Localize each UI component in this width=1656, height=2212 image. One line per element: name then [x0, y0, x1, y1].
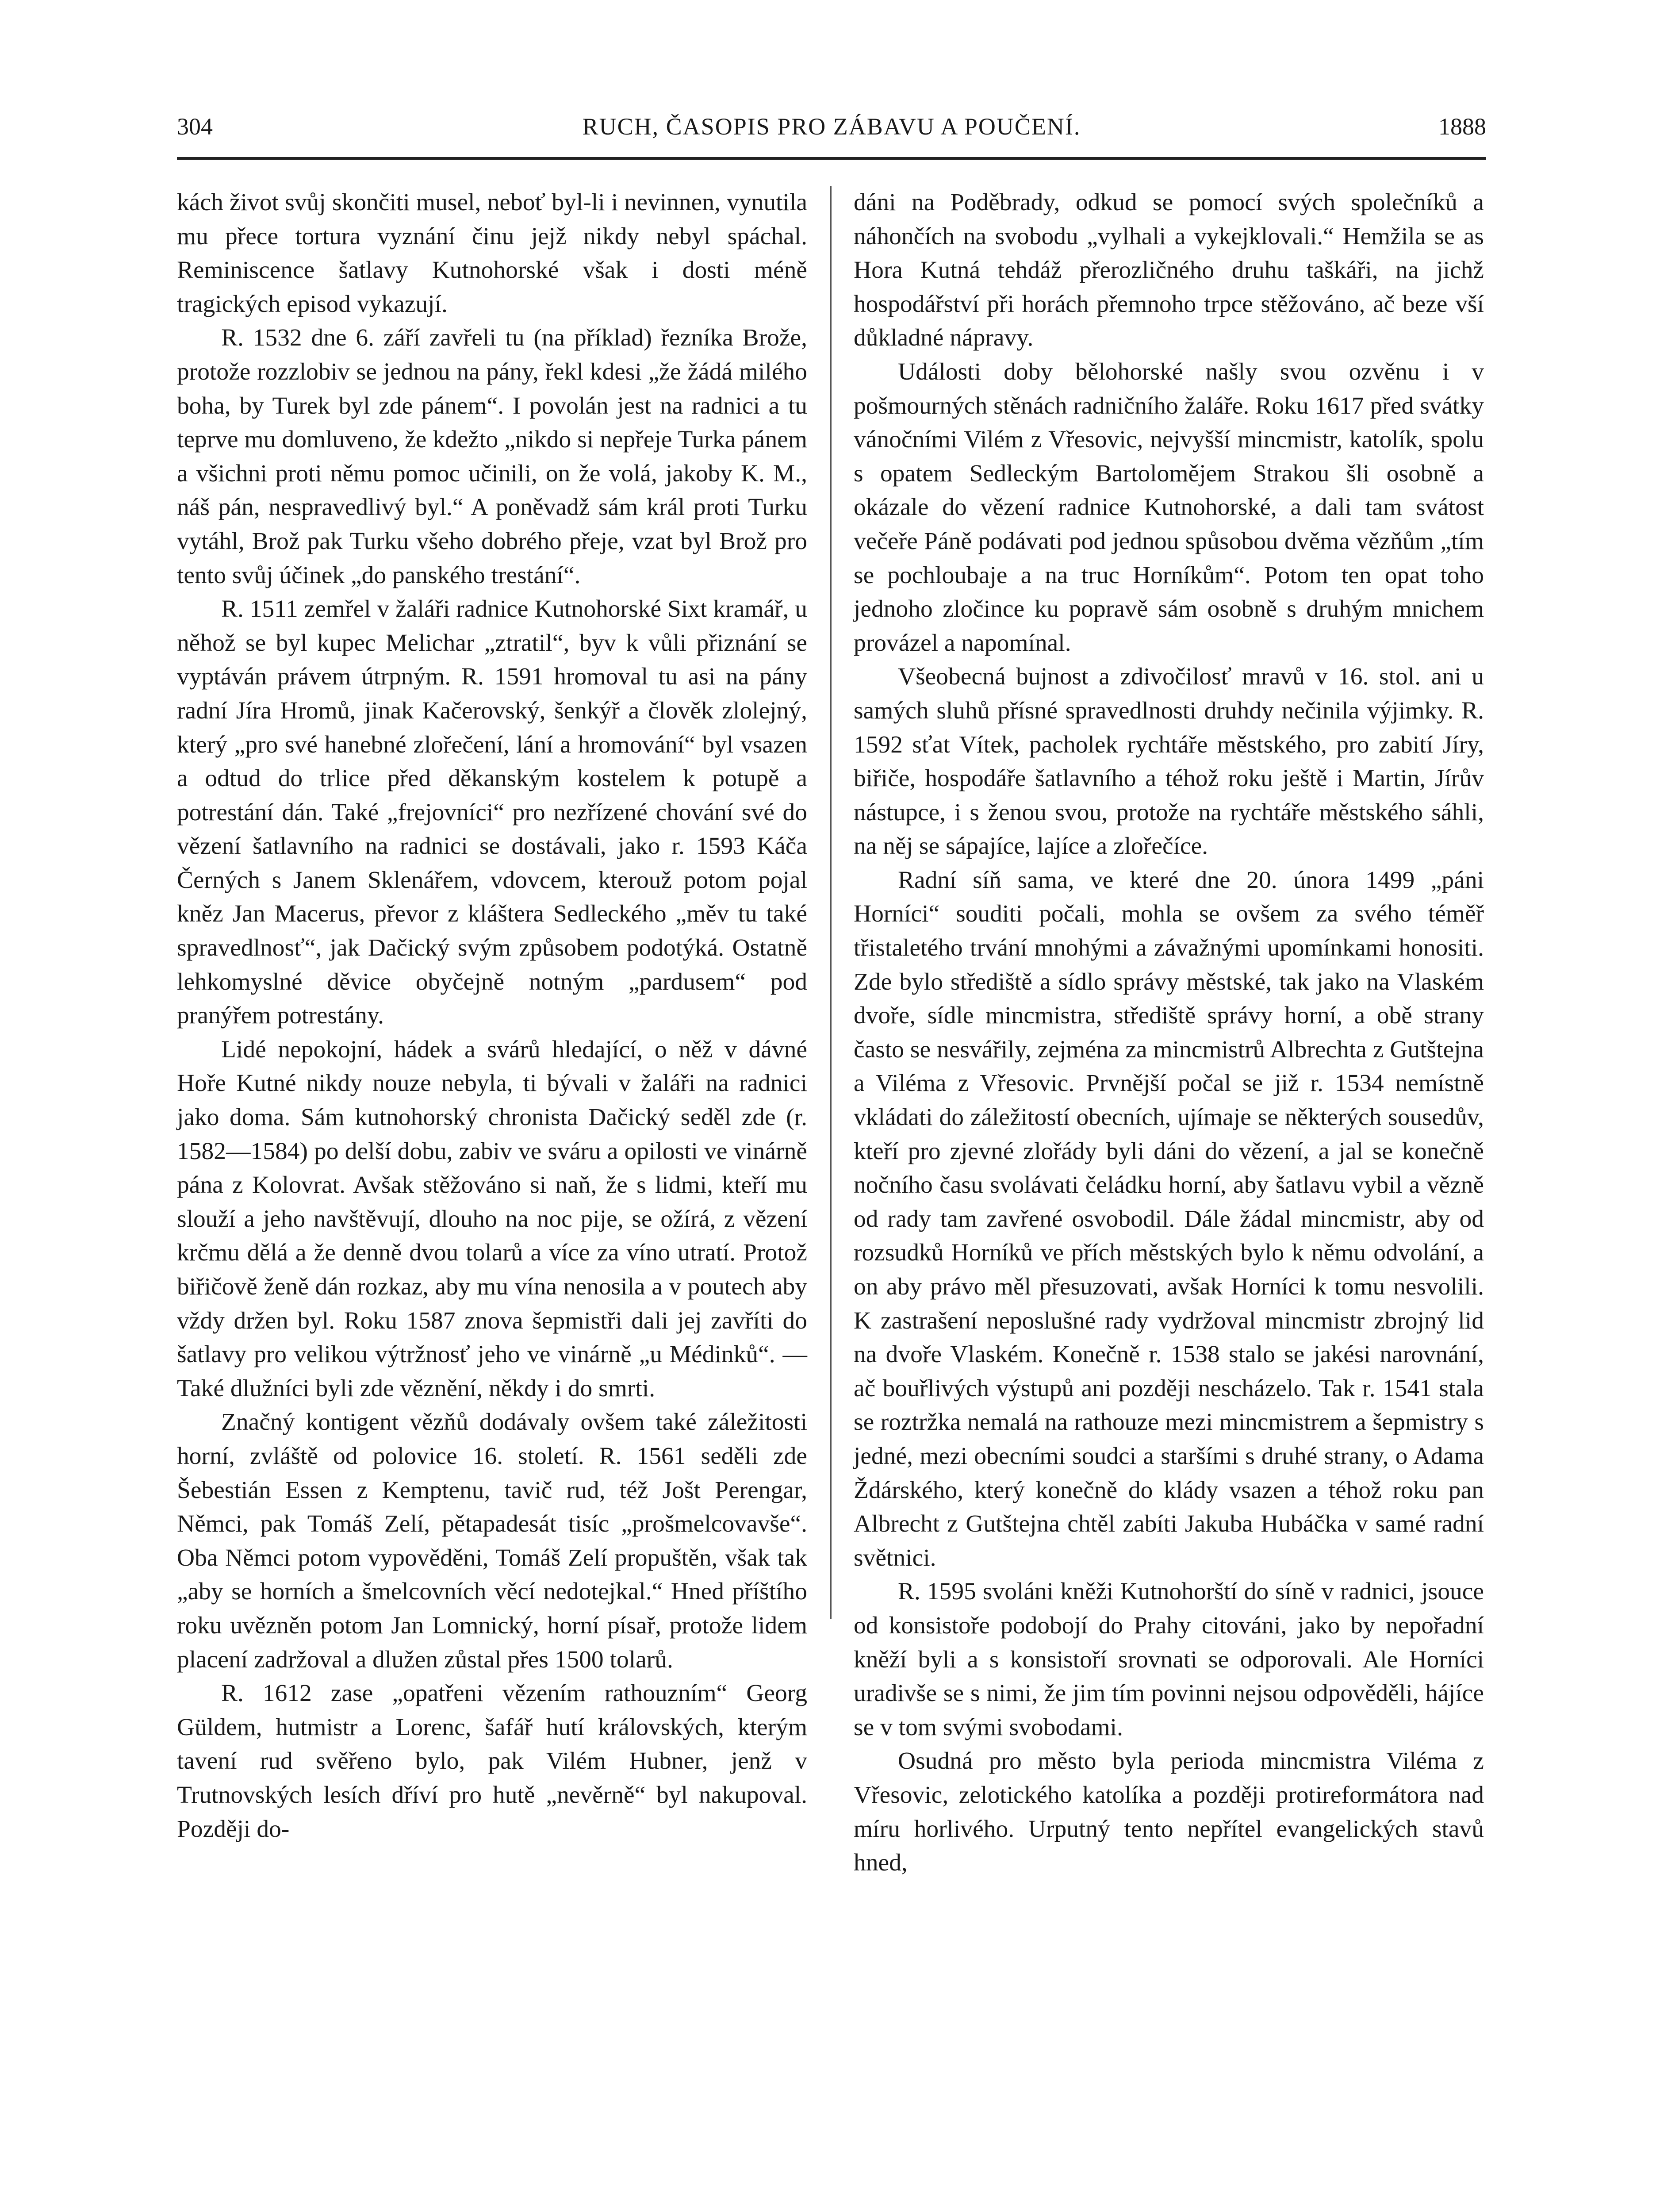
- paragraph: R. 1511 zemřel v žaláři radnice Kutnohorské Sixt kramář, u něhož se byl kupec Melichar „ztratil“, byv k vůli přiznání se vyptáván právem útrpným. R. 1591 hromoval tu asi na pány radní Jíra Hromů, jinak Kačerovský, šenkýř a člověk zlolejný, který „pro své hanebné zlořečení, lání a hromování“ byl vsazen a odtud do trlice před děkanským kostelem k potupě a potrestání dán. Také „frejovníci“ pro nezřízené chování své do vězení šatlavního na radnici se dostávali, jako r. 1593 Káča Černých s Janem Sklenářem, vdovcem, kterouž potom pojal kněz Jan Macerus, převor z kláštera Sedleckého „měv tu také spravedlnosť“, jak Dačický svým způsobem podotýká. Ostatně lehkomyslné děvice obyčejně notným „pardusem“ pod pranýřem potrestány.: [177, 595, 807, 1029]
- page-header: [177, 113, 1486, 153]
- paragraph: Osudná pro město byla perioda mincmistra Viléma z Vřesovic, zelotického katolíka a později protireformátora nad míru horlivého. Urputný tento nepřítel evangelických stavů hned,: [854, 1747, 1484, 1877]
- running-title: RUCH, ČASOPIS PRO ZÁBAVU A POUČENÍ.: [582, 113, 1081, 140]
- paragraph: Značný kontigent vězňů dodávaly ovšem také záležitosti horní, zvláště od polovice 16. století. R. 1561 seděli zde Šebestián Essen z Kemptenu, tavič rud, též Jošt Perengar, Němci, pak Tomáš Zelí, pětapadesát tisíc „prošmelcovavše“. Oba Němci potom vypověděni, Tomáš Zelí propuštěn, však tak „aby se horních a šmelcovních věcí nedotejkal.“ Hned příštího roku uvězněn potom Jan Lomnický, horní písař, protože lidem placení zadržoval a dlužen zůstal přes 1500 tolarů.: [177, 1409, 807, 1673]
- header-rule: [177, 157, 1486, 160]
- year: 1888: [1438, 113, 1486, 140]
- paragraph: R. 1595 svoláni kněži Kutnohorští do síně v radnici, jsouce od konsistoře podobojí do Prahy citováni, jako by nepořadní kněží byli a s konsistoří srovnati se odporovali. Ale Horníci uradivše se s nimi, že jim tím povinni nejsou odpověděli, hájíce se v tom svými svobodami.: [854, 1578, 1484, 1741]
- paragraph: R. 1532 dne 6. září zavřeli tu (na příklad) řezníka Brože, protože rozzlobiv se jednou na pány, řekl kdesi „že žádá milého boha, by Turek byl zde pánem“. I povolán jest na radnici a tu teprve mu domluveno, že kdežto „nikdo si nepřeje Turka pánem a všichni proti němu pomoc učinili, on že volá, jakoby K. M., náš pán, nespravedlivý byl.“ A poněvadž sám král proti Turku vytáhl, Brož pak Turku všeho dobrého přeje, vzat byl Brož pro tento svůj účinek „do panského trestání“.: [177, 324, 807, 589]
- column-divider: [830, 186, 832, 1619]
- paragraph: dáni na Poděbrady, odkud se pomocí svých společníků a náhončích na svobodu „vylhali a vykejklovali.“ Hemžila se as Hora Kutná tehdáž přerozličného druhu taškáři, na jichž hospodářství při horách přemnoho trpce stěžováno, ač beze vší důkladné nápravy.: [854, 189, 1484, 352]
- left-column: [177, 186, 807, 1846]
- paragraph: Radní síň sama, ve které dne 20. února 1499 „páni Horníci“ souditi počali, mohla se ovšem za svého téměř třistaletého trvání mnohými a závažnými upomínkami honositi. Zde bylo střediště a sídlo správy městské, tak jako na Vlaském dvoře, sídle mincmistra, střediště správy horní, a obě strany často se nesvářily, zejména za mincmistrů Albrechta z Gutštejna a Viléma z Vřesovic. Prvnější počal se již r. 1534 nemístně vkládati do záležitostí obecních, ujímaje se některých sousedův, kteří pro zjevné zlořády byli dáni do vězení, a jal se konečně nočního času svolávati čeládku horní, aby šatlavu vybil a vězně od rady tam zavřené osvobodil. Dále žádal mincmistr, aby od rozsudků Horníků ve přích městských bylo k němu odvolání, a on aby právo měl přesuzovati, avšak Horníci k tomu nesvolili. K zastrašení neposlušné rady vydržoval mincmistr zbrojný lid na dvoře Vlaském. Konečně r. 1538 stalo se jakési narovnání, ač bouřlivých výstupů ani později nescházelo. Tak r. 1541 stala se roztržka nemalá na rathouze mezi mincmistrem a šepmistry s jedné, mezi obecními soudci a staršími s druhé strany, o Adama Ždárského, který konečně do klády vsazen a téhož roku pan Albrecht z Gutštejna chtěl zabíti Jakuba Hubáčka v samé radní světnici.: [854, 866, 1484, 1571]
- paragraph: R. 1612 zase „opatřeni vězením rathouzním“ Georg Güldem, hutmistr a Lorenc, šafář hutí královských, kterým tavení rud svěřeno bylo, pak Vilém Hubner, jenž v Trutnovských lesích dříví pro hutě „nevěrně“ byl nakupoval. Později do-: [177, 1680, 807, 1843]
- right-column: [854, 186, 1484, 1880]
- paragraph: Všeobecná bujnost a zdivočilosť mravů v 16. stol. ani u samých sluhů přísné spravedlnosti druhdy nečinila výjimky. R. 1592 sťat Vítek, pacholek rychtáře městského, pro zabití Jíry, biřiče, hospodáře šatlavního a téhož roku ještě i Martin, Jírův nástupce, i s ženou svou, protože na rychtáře městského sáhli, na něj se sápajíce, lajíce a zlořečíce.: [854, 663, 1484, 860]
- paragraph: kách život svůj skončiti musel, neboť byl-li i nevinnen, vynutila mu přece tortura vyznání činu jejž nikdy nebyl spáchal. Reminiscence šatlavy Kutnohorské však i dosti méně tragických episod vykazují.: [177, 189, 807, 318]
- page-number: 304: [177, 113, 213, 140]
- paragraph: Události doby bělohorské našly svou ozvěnu i v pošmourných stěnách radničního žaláře. Roku 1617 před svátky vánočními Vilém z Vřesovic, nejvyšší mincmistr, katolík, spolu s opatem Sedleckým Bartolomějem Strakou šli osobně a okázale do vězení radnice Kutnohorské, a dali tam svátost večeře Páně podávati pod jednou spůsobou dvěma vězňům „tím se pochloubaje a na truc Horníkům“. Potom ten opat toho jednoho zločince ku popravě sám osobně s druhým mnichem provázel a napomínal.: [854, 358, 1484, 657]
- paragraph: Lidé nepokojní, hádek a svárů hledající, o něž v dávné Hoře Kutné nikdy nouze nebyla, ti bývali v žaláři na radnici jako doma. Sám kutnohorský chronista Dačický seděl zde (r. 1582—1584) po delší dobu, zabiv ve sváru a opilosti ve vinárně pána z Kolovrat. Avšak stěžováno si naň, že s lidmi, kteří mu slouží a jeho navštěvují, dlouho na noc pije, se ožírá, z vězení krčmu dělá a že denně dvou tolarů a více za víno utratí. Protož biřičově ženě dán rozkaz, aby mu vína nenosila a v poutech aby vždy držen byl. Roku 1587 znova šepmistři dali jej zavříti do šatlavy pro velikou výtržnosť jeho ve vinárně „u Médinků“. — Také dlužníci byli zde věznění, někdy i do smrti.: [177, 1036, 807, 1402]
